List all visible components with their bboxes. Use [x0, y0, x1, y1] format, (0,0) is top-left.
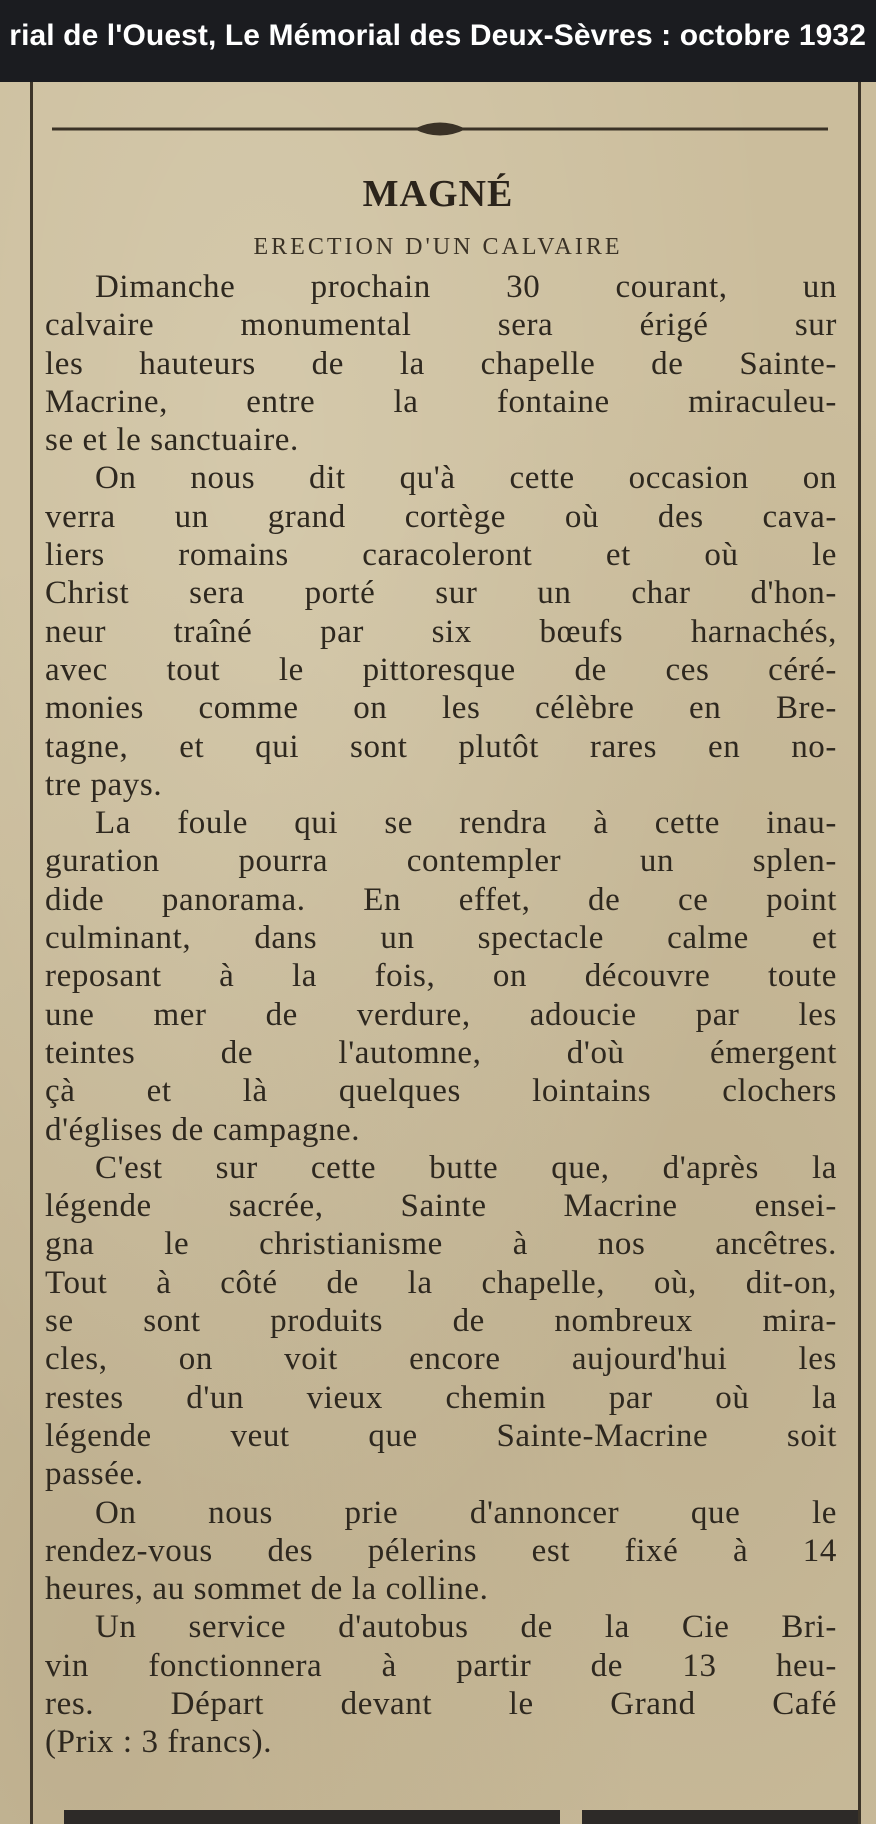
text-line: liers romains caracoleront et où le [45, 537, 837, 574]
text-line: tre pays. [45, 766, 163, 803]
text-line: çà et là quelques lointains clochers [45, 1073, 837, 1110]
text-line: se sont produits de nombreux mira- [45, 1303, 837, 1340]
text-line: culminant, dans un spectacle calme et [45, 920, 837, 957]
text-line: d'églises de campagne. [45, 1111, 361, 1148]
window-title-bar [0, 0, 876, 82]
text-line: Un service d'autobus de la Cie Bri- [95, 1609, 837, 1646]
text-line: heures, au sommet de la colline. [45, 1571, 489, 1608]
text-line: (Prix : 3 francs). [45, 1724, 273, 1761]
text-line: On nous dit qu'à cette occasion on [95, 460, 837, 497]
text-line: monies comme on les célèbre en Bre- [45, 690, 837, 727]
text-line: teintes de l'automne, d'où émergent [45, 1034, 837, 1071]
article-subtitle: ERECTION D'UN CALVAIRE [253, 234, 623, 260]
text-line: Dimanche prochain 30 courant, un [95, 269, 837, 305]
text-line: se et le sanctuaire. [45, 422, 299, 459]
text-line: restes d'un vieux chemin par où la [45, 1379, 837, 1416]
text-line: On nous prie d'annoncer que le [95, 1494, 837, 1531]
column-rule-right [858, 82, 861, 1824]
text-line: légende sacrée, Sainte Macrine ensei- [45, 1188, 837, 1225]
text-line: une mer de verdure, adoucie par les [45, 996, 837, 1033]
text-line: dide panorama. En effet, de ce point [45, 881, 837, 918]
bottom-rule-left [64, 1810, 560, 1824]
ornamental-rule [52, 118, 828, 140]
text-line: calvaire monumental sera érigé sur [45, 307, 837, 344]
text-line: cles, on voit encore aujourd'hui les [45, 1341, 837, 1378]
newspaper-clipping [0, 82, 876, 1824]
text-line: les hauteurs de la chapelle de Sainte- [45, 345, 837, 382]
text-line: neur traîné par six bœufs harnachés, [45, 613, 837, 650]
text-line: guration pourra contempler un splen- [45, 843, 837, 880]
bottom-rule-right [582, 1810, 858, 1824]
text-line: La foule qui se rendra à cette inau- [95, 805, 837, 842]
text-line: C'est sur cette butte que, d'après la [95, 1149, 837, 1186]
text-line: Christ sera porté sur un char d'hon- [45, 575, 837, 612]
text-line: passée. [45, 1456, 144, 1493]
page-title: rial de l'Ouest, Le Mémorial des Deux-Sèvres : octobre 1932 [9, 19, 866, 52]
column-rule-left [30, 82, 33, 1824]
adjacent-column-fragment [0, 82, 28, 1824]
text-line: res. Départ devant le Grand Café [45, 1685, 837, 1722]
text-line: vin fonctionnera à partir de 13 heu- [45, 1647, 837, 1684]
text-line: avec tout le pittoresque de ces céré- [45, 651, 837, 688]
text-line: gna le christianisme à nos ancêtres. [45, 1226, 837, 1263]
article-title: MAGNÉ [362, 173, 514, 215]
text-line: légende veut que Sainte-Macrine soit [45, 1417, 837, 1454]
text-line: Tout à côté de la chapelle, où, dit-on, [45, 1264, 837, 1301]
article-body [45, 268, 837, 1762]
text-line: rendez-vous des pélerins est fixé à 14 [45, 1532, 837, 1569]
text-line: verra un grand cortège où des cava- [45, 498, 837, 535]
text-line: tagne, et qui sont plutôt rares en no- [45, 728, 837, 765]
text-line: Macrine, entre la fontaine miraculeu- [45, 383, 837, 420]
text-line: reposant à la fois, on découvre toute [45, 958, 837, 995]
